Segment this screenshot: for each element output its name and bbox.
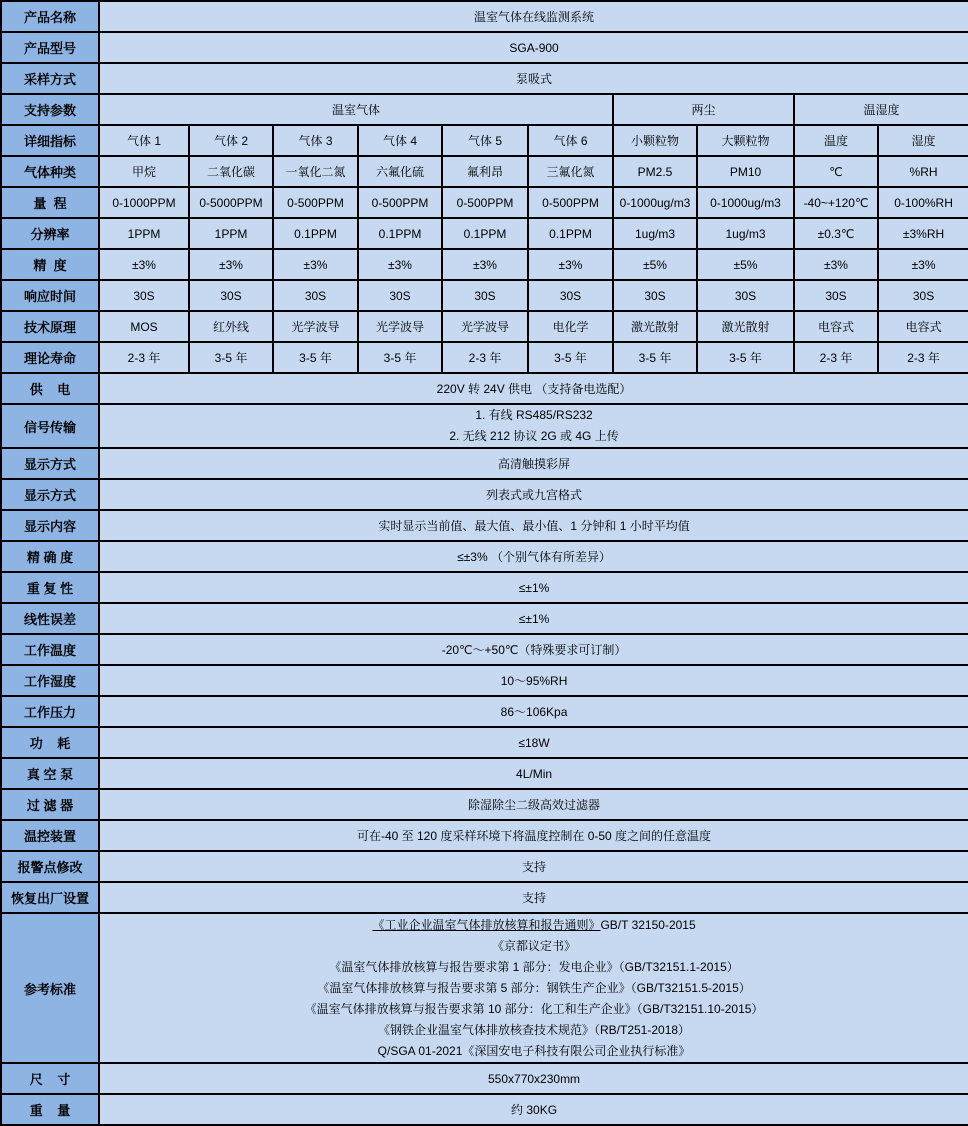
row-label-display-mode-1: 显示方式 [1,448,99,479]
spec-line: 1. 有线 RS485/RS232 [475,408,593,422]
spec-cell-gas-type-0: 甲烷 [99,156,189,187]
spec-cell-dimensions-0: 550x770x230mm [99,1063,968,1094]
row-label-accuracy: 精 度 [1,249,99,280]
row-label-tech-principle: 技术原理 [1,311,99,342]
spec-line: 《京都议定书》 [492,938,577,953]
spec-cell-measure-range-3: 0-500PPM [358,187,442,218]
spec-cell-gas-type-4: 氟利昂 [442,156,528,187]
spec-cell-accuracy-1: ±3% [189,249,273,280]
row-label-reference-standards: 参考标准 [1,913,99,1063]
spec-cell-accuracy-3: ±3% [358,249,442,280]
spec-cell-detail-index-6: 小颗粒物 [613,125,697,156]
spec-line: 《钢铁企业温室气体排放核查技术规范》（RB/T251-2018） [378,1022,691,1037]
table-row-repeatability [1,572,968,603]
table-row-power-supply [1,373,968,404]
spec-cell-gas-type-2: 一氧化二氮 [273,156,358,187]
table-row-display-mode-2 [1,479,968,510]
table-row-gas-type [1,156,968,187]
spec-cell-theoretical-life-2: 3-5 年 [273,342,358,373]
table-row-tech-principle [1,311,968,342]
spec-cell-theoretical-life-3: 3-5 年 [358,342,442,373]
spec-cell-working-humidity-0: 10～95%RH [99,665,968,696]
spec-cell-accuracy-5: ±3% [528,249,613,280]
table-row-power-consumption [1,727,968,758]
row-label-detail-index: 详细指标 [1,125,99,156]
spec-cell-response-time-6: 30S [613,280,697,311]
table-row-product-model [1,32,968,63]
spec-cell-tech-principle-7: 激光散射 [697,311,794,342]
spec-cell-response-time-5: 30S [528,280,613,311]
table-row-weight [1,1094,968,1125]
spec-cell-measure-range-6: 0-1000ug/m3 [613,187,697,218]
table-row-theoretical-life [1,342,968,373]
table-row-filter [1,789,968,820]
row-label-signal-transmission: 信号传输 [1,404,99,448]
spec-cell-accuracy-6: ±5% [613,249,697,280]
spec-cell-measure-range-9: 0-100%RH [878,187,968,218]
table-row-display-mode-1 [1,448,968,479]
row-label-dimensions: 尺 寸 [1,1063,99,1094]
row-label-resolution: 分辨率 [1,218,99,249]
spec-cell-measure-range-8: -40~+120℃ [794,187,878,218]
spec-cell-measure-range-4: 0-500PPM [442,187,528,218]
spec-cell-response-time-7: 30S [697,280,794,311]
spec-cell-display-mode-1-0: 高清触摸彩屏 [99,448,968,479]
spec-cell-supported-params-2: 温湿度 [794,94,968,125]
spec-line [102,915,966,936]
row-label-temp-control-device: 温控装置 [1,820,99,851]
table-row-alarm-point-modify [1,851,968,882]
spec-cell-resolution-0: 1PPM [99,218,189,249]
spec-line: 2. 无线 212 协议 2G 或 4G 上传 [449,429,619,443]
row-label-working-humidity: 工作湿度 [1,665,99,696]
row-label-vacuum-pump: 真 空 泵 [1,758,99,789]
table-row-working-pressure [1,696,968,727]
spec-cell-tech-principle-5: 电化学 [528,311,613,342]
row-label-display-content: 显示内容 [1,510,99,541]
spec-cell-measure-range-5: 0-500PPM [528,187,613,218]
table-row-detail-index [1,125,968,156]
spec-cell-detail-index-3: 气体 4 [358,125,442,156]
spec-cell-theoretical-life-9: 2-3 年 [878,342,968,373]
spec-line: 《温室气体排放核算与报告要求第 1 部分：发电企业》（GB/T32151.1-2015） [329,959,739,974]
table-row-reference-standards [1,913,968,1063]
row-label-power-consumption: 功 耗 [1,727,99,758]
spec-cell-linearity-error-0: ≤±1% [99,603,968,634]
row-label-sampling-method: 采样方式 [1,63,99,94]
spec-cell-power-supply-0: 220V 转 24V 供电 （支持备电选配） [99,373,968,404]
spec-cell-theoretical-life-0: 2-3 年 [99,342,189,373]
spec-cell-accuracy-7: ±5% [697,249,794,280]
row-label-gas-type: 气体种类 [1,156,99,187]
spec-cell-resolution-1: 1PPM [189,218,273,249]
spec-cell-accuracy-4: ±3% [442,249,528,280]
table-row-factory-reset [1,882,968,913]
spec-cell-display-content-0: 实时显示当前值、最大值、最小值、1 分钟和 1 小时平均值 [99,510,968,541]
spec-cell-tech-principle-0: MOS [99,311,189,342]
spec-cell-resolution-3: 0.1PPM [358,218,442,249]
spec-cell-detail-index-0: 气体 1 [99,125,189,156]
spec-cell-measure-range-7: 0-1000ug/m3 [697,187,794,218]
spec-cell-theoretical-life-4: 2-3 年 [442,342,528,373]
spec-cell-response-time-2: 30S [273,280,358,311]
spec-cell-reference-standards-0 [99,913,968,1063]
spec-cell-resolution-7: 1ug/m3 [697,218,794,249]
spec-cell-detail-index-9: 湿度 [878,125,968,156]
table-row-dimensions [1,1063,968,1094]
spec-cell-tech-principle-9: 电容式 [878,311,968,342]
spec-cell-measure-range-0: 0-1000PPM [99,187,189,218]
table-row-product-name [1,1,968,32]
spec-cell-theoretical-life-7: 3-5 年 [697,342,794,373]
spec-cell-power-consumption-0: ≤18W [99,727,968,758]
spec-cell-tech-principle-8: 电容式 [794,311,878,342]
row-label-precision: 精 确 度 [1,541,99,572]
spec-cell-theoretical-life-1: 3-5 年 [189,342,273,373]
spec-cell-tech-principle-6: 激光散射 [613,311,697,342]
underlined-standard-title: 《工业企业温室气体排放核算和报告通则》 [372,917,601,932]
row-label-factory-reset: 恢复出厂设置 [1,882,99,913]
spec-cell-filter-0: 除湿除尘二级高效过滤器 [99,789,968,820]
spec-cell-precision-0: ≤±3% （个别气体有所差异） [99,541,968,572]
spec-cell-gas-type-8: ℃ [794,156,878,187]
spec-cell-response-time-0: 30S [99,280,189,311]
spec-cell-factory-reset-0: 支持 [99,882,968,913]
spec-cell-product-name-0: 温室气体在线监测系统 [99,1,968,32]
spec-cell-repeatability-0: ≤±1% [99,572,968,603]
spec-cell-accuracy-8: ±3% [794,249,878,280]
table-row-accuracy [1,249,968,280]
spec-cell-detail-index-8: 温度 [794,125,878,156]
spec-table-body [1,1,968,1125]
table-row-precision [1,541,968,572]
row-label-product-name: 产品名称 [1,1,99,32]
spec-cell-gas-type-1: 二氧化碳 [189,156,273,187]
spec-cell-resolution-4: 0.1PPM [442,218,528,249]
table-row-supported-params [1,94,968,125]
spec-cell-response-time-8: 30S [794,280,878,311]
spec-cell-detail-index-5: 气体 6 [528,125,613,156]
spec-cell-measure-range-1: 0-5000PPM [189,187,273,218]
row-label-supported-params: 支持参数 [1,94,99,125]
standard-code: GB/T 32150-2015 [600,917,696,932]
spec-cell-response-time-1: 30S [189,280,273,311]
spec-cell-working-pressure-0: 86～106Kpa [99,696,968,727]
spec-cell-resolution-8: ±0.3℃ [794,218,878,249]
spec-cell-detail-index-1: 气体 2 [189,125,273,156]
row-label-theoretical-life: 理论寿命 [1,342,99,373]
table-row-resolution [1,218,968,249]
table-row-temp-control-device [1,820,968,851]
spec-cell-accuracy-9: ±3% [878,249,968,280]
spec-line: Q/SGA 01-2021《深国安电子科技有限公司企业执行标准》 [377,1043,691,1058]
table-row-measure-range [1,187,968,218]
spec-cell-tech-principle-3: 光学波导 [358,311,442,342]
spec-cell-resolution-6: 1ug/m3 [613,218,697,249]
table-row-vacuum-pump [1,758,968,789]
row-label-repeatability: 重 复 性 [1,572,99,603]
spec-cell-supported-params-0: 温室气体 [99,94,613,125]
spec-cell-alarm-point-modify-0: 支持 [99,851,968,882]
spec-cell-product-model-0: SGA-900 [99,32,968,63]
row-label-display-mode-2: 显示方式 [1,479,99,510]
spec-cell-response-time-4: 30S [442,280,528,311]
spec-cell-accuracy-0: ±3% [99,249,189,280]
spec-cell-gas-type-6: PM2.5 [613,156,697,187]
spec-cell-response-time-9: 30S [878,280,968,311]
spec-cell-working-temperature-0: -20℃～+50℃（特殊要求可订制） [99,634,968,665]
row-label-response-time: 响应时间 [1,280,99,311]
spec-cell-gas-type-5: 三氟化氮 [528,156,613,187]
spec-cell-gas-type-7: PM10 [697,156,794,187]
spec-cell-temp-control-device-0: 可在-40 至 120 度采样环境下将温度控制在 0-50 度之间的任意温度 [99,820,968,851]
spec-cell-tech-principle-1: 红外线 [189,311,273,342]
table-row-sampling-method [1,63,968,94]
spec-cell-display-mode-2-0: 列表式或九宫格式 [99,479,968,510]
spec-cell-theoretical-life-5: 3-5 年 [528,342,613,373]
spec-cell-response-time-3: 30S [358,280,442,311]
spec-cell-detail-index-7: 大颗粒物 [697,125,794,156]
table-row-response-time [1,280,968,311]
spec-cell-gas-type-3: 六氟化硫 [358,156,442,187]
table-row-working-humidity [1,665,968,696]
spec-cell-weight-0: 约 30KG [99,1094,968,1125]
row-label-alarm-point-modify: 报警点修改 [1,851,99,882]
spec-cell-detail-index-4: 气体 5 [442,125,528,156]
spec-line: 《温室气体排放核算与报告要求第 5 部分：钢铁生产企业》（GB/T32151.5-2015） [317,980,751,995]
row-label-weight: 重 量 [1,1094,99,1125]
spec-cell-sampling-method-0: 泵吸式 [99,63,968,94]
row-label-power-supply: 供 电 [1,373,99,404]
spec-cell-resolution-5: 0.1PPM [528,218,613,249]
table-row-working-temperature [1,634,968,665]
row-label-linearity-error: 线性误差 [1,603,99,634]
spec-cell-accuracy-2: ±3% [273,249,358,280]
spec-cell-detail-index-2: 气体 3 [273,125,358,156]
row-label-measure-range: 量 程 [1,187,99,218]
spec-cell-theoretical-life-8: 2-3 年 [794,342,878,373]
table-row-display-content [1,510,968,541]
table-row-signal-transmission [1,404,968,448]
spec-cell-gas-type-9: %RH [878,156,968,187]
row-label-working-temperature: 工作温度 [1,634,99,665]
spec-cell-theoretical-life-6: 3-5 年 [613,342,697,373]
spec-cell-tech-principle-2: 光学波导 [273,311,358,342]
table-row-linearity-error [1,603,968,634]
row-label-working-pressure: 工作压力 [1,696,99,727]
spec-cell-supported-params-1: 两尘 [613,94,794,125]
row-label-product-model: 产品型号 [1,32,99,63]
spec-cell-measure-range-2: 0-500PPM [273,187,358,218]
row-label-filter: 过 滤 器 [1,789,99,820]
spec-cell-resolution-2: 0.1PPM [273,218,358,249]
spec-cell-resolution-9: ±3%RH [878,218,968,249]
spec-cell-vacuum-pump-0: 4L/Min [99,758,968,789]
spec-line: 《温室气体排放核算与报告要求第 10 部分：化工和生产企业》（GB/T32151.10-2015） [304,1001,764,1016]
spec-cell-tech-principle-4: 光学波导 [442,311,528,342]
spec-cell-signal-transmission-0 [99,404,968,448]
